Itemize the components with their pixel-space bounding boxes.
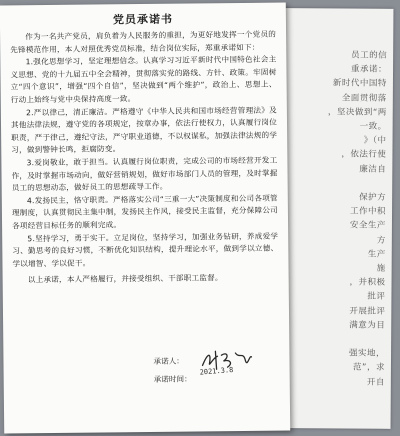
- date-row: [154, 374, 192, 385]
- intro-paragraph: 作为一名共产党员，肩负着为人民服务的重担，为更好地发挥一个党员的先锋模范作用，本人对照优秀党员标准，结合岗位实际，郑重承诺如下：: [10, 29, 277, 54]
- pledge-document: [0, 3, 290, 434]
- background-page-line: 廉洁自: [359, 164, 387, 175]
- background-page-line: 批评: [367, 292, 386, 303]
- pledge-item-5: 5.坚持学习，勇于实干。立足岗位，坚持学习，加强业务钻研，养成爱学习、勤思考的良好习惯，不断优化知识结构，提升理论水平，做到学以立德、学以增智、学以促干。: [12, 231, 279, 269]
- background-page-line: 全面贯彻落: [341, 93, 387, 104]
- pledge-item-1: 1.强化思想学习，坚定理想信念。认真学习习近平新时代中国特色社会主义思想、党的十九届五中全会精神，贯彻落实党的路线、方针、政策。牢固树立“四个意识”，增强“四个自信”，坚决做到“两个维护”，政治上、思想上、行动上始终与党中央保持高度一致。: [10, 54, 277, 105]
- background-page-line: 新时代中国特: [332, 78, 387, 90]
- background-page-line: 生产: [367, 249, 386, 260]
- background-page-line: 一致。: [359, 121, 387, 132]
- closing-statement: 以上承诺，本人严格履行，并接受组织、干部职工监督。: [27, 273, 223, 285]
- background-page-line: 工作中积: [349, 206, 387, 217]
- date-label: 承诺时间：: [153, 374, 192, 384]
- signer-row: [153, 356, 183, 367]
- pledge-item-2: 2.严以律己，清正廉洁。严格遵守《中华人民共和国市场经营管理法》及其他法律法规，遵守党的各项规定，按章办事，依法行使权力，认真履行岗位职责，严于律己，遵纪守法，严守职业道德，不以权谋私，加强法律法规的学习，做到警钟长鸣，拒腐防变。: [10, 105, 278, 155]
- background-page-line: 》（中: [363, 135, 387, 146]
- background-page-line: 保护方: [359, 192, 387, 203]
- background-page-line: 安全生产: [349, 220, 386, 232]
- background-page-line: 施: [376, 263, 386, 274]
- background-page-line: ，坚决做到“两: [327, 107, 387, 118]
- background-page-line: ，依法行使: [341, 149, 387, 161]
- pledge-item-3: 3.爱岗敬业，敢于担当。认真履行岗位职责，完成公司的市场经营开发工作，及时掌握市场动向，做好营销规划，做好市场部门人员的管理，及时掌握员工的思想动态，做好员工的思想疏导工作。: [11, 155, 278, 193]
- background-page-line: 方: [376, 235, 386, 246]
- background-page-line: 范”，求: [353, 362, 385, 374]
- background-page-line: 员工的信: [351, 50, 388, 61]
- background-page-line: 满意为目: [349, 320, 386, 331]
- pledge-item-4: 4.发扬民主，恪守职责。严格落实公司“三重一大”决策制度和公司各项管理制度，认真贯彻民主集中制，发扬民主作风，接受民主监督，充分保障公司各项经营目标任务的顺利完成。: [11, 193, 278, 231]
- handwritten-date: 2021.3.8: [199, 365, 234, 377]
- background-page-line: 强实地，: [349, 348, 386, 359]
- background-page-line: 开自: [366, 377, 385, 388]
- signer-label: 承诺人：: [153, 356, 184, 366]
- background-page-line: 重承诺：: [350, 64, 388, 75]
- document-title: 党员承诺书: [112, 12, 173, 27]
- background-page-line: 开展批评: [349, 306, 386, 317]
- background-page-line: ，并积极: [349, 277, 386, 288]
